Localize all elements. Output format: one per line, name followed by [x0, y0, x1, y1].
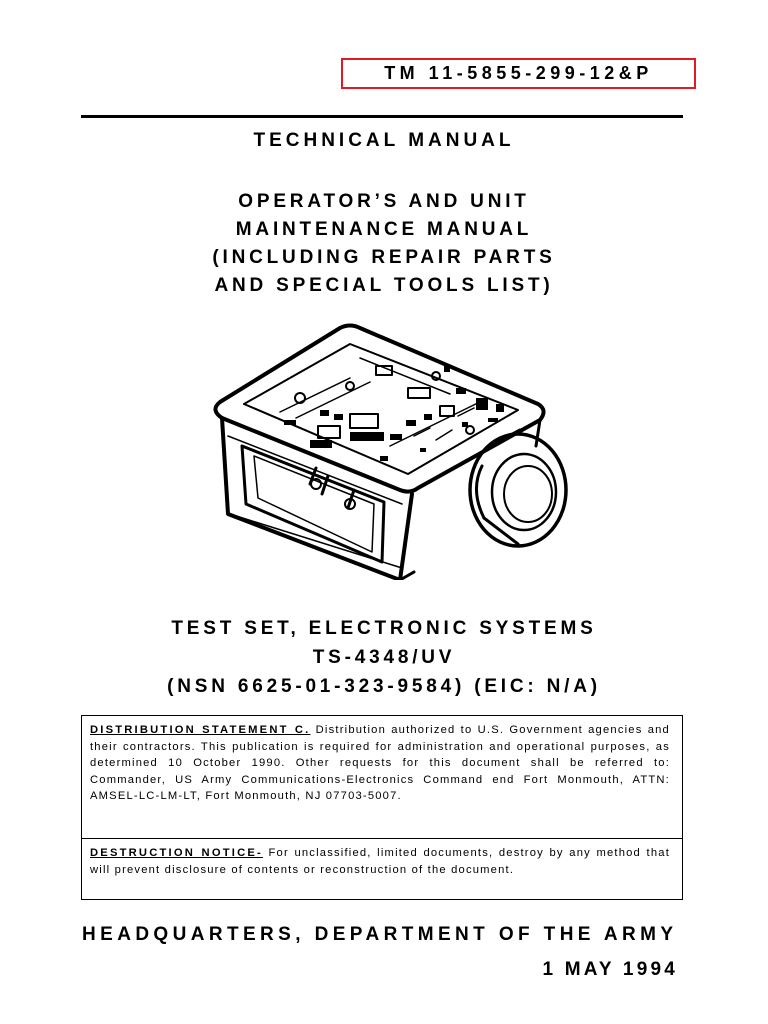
destruction-label: DESTRUCTION NOTICE-	[90, 847, 263, 859]
equipment-name: TEST SET, ELECTRONIC SYSTEMS	[171, 618, 597, 639]
test-set-illustration	[200, 318, 580, 580]
tm-number-box	[341, 58, 696, 89]
title-line-3: (INCLUDING REPAIR PARTS	[212, 247, 556, 268]
equipment-nsn: (NSN 6625-01-323-9584) (EIC: N/A)	[167, 676, 601, 697]
destruction-text: For unclassified, limited documents, destroy by any method that will prevent disclosure of contents or reconstruction of the document.	[90, 847, 670, 876]
equipment-model: TS-4348/UV	[312, 647, 456, 668]
distribution-label: DISTRIBUTION STATEMENT C.	[90, 724, 311, 736]
title-line-2: MAINTENANCE MANUAL	[235, 219, 533, 240]
header-rule	[81, 115, 683, 118]
distribution-text: Distribution authorized to U.S. Government agencies and their contractors. This publication is required for administration and operational purposes, as determined 10 October 1990. Other requests for this document shall be referred to: Commander, US Army Communications-Electronics Command end Fort Monmouth, ATTN: AMSEL-LC-LM-LT, Fort Monmouth, NJ 07703-5007.	[90, 724, 670, 803]
title-line-4: AND SPECIAL TOOLS LIST)	[214, 275, 554, 296]
headquarters-line: HEADQUARTERS, DEPARTMENT OF THE ARMY	[82, 924, 678, 945]
destruction-notice	[81, 838, 683, 900]
tm-number: TM 11-5855-299-12&P	[384, 63, 653, 83]
title-line-1: OPERATOR’S AND UNIT	[238, 191, 530, 212]
document-type: TECHNICAL MANUAL	[253, 130, 515, 151]
publication-date: 1 MAY 1994	[542, 959, 678, 980]
distribution-statement	[81, 715, 683, 839]
